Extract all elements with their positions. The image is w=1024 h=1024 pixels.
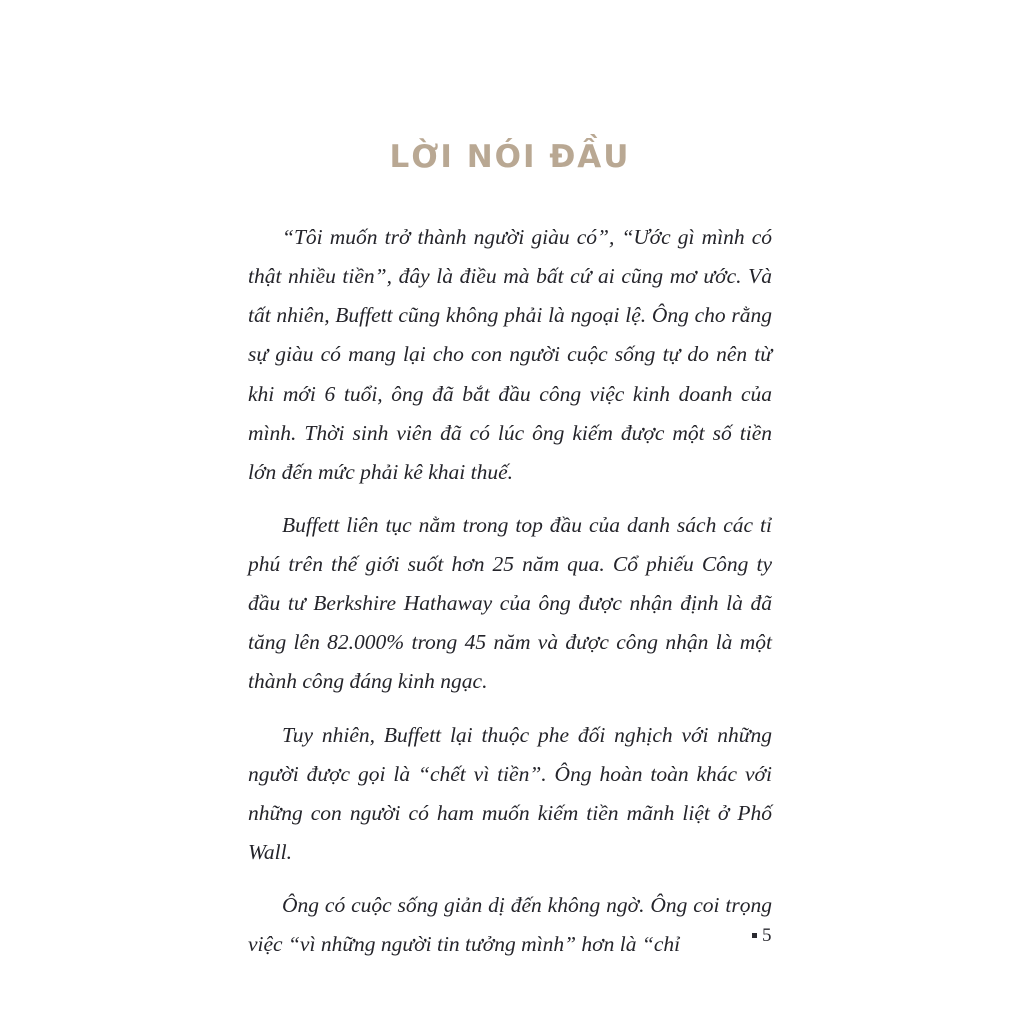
page-content [248,140,772,964]
body-paragraph: “Tôi muốn trở thành người giàu có”, “Ước gì mình có thật nhiều tiền”, đây là điều mà bất cứ ai cũng mơ ước. Và tất nhiên, Buffett cũng không phải là ngoại lệ. Ông cho rằng sự giàu có mang lại cho con người cuộc sống tự do nên từ khi mới 6 tuổi, ông đã bắt đầu công việc kinh doanh của mình. Thời sinh viên đã có lúc ông kiếm được một số tiền lớn đến mức phải kê khai thuế. [248,225,772,484]
body-paragraph: Buffett liên tục nằm trong top đầu của danh sách các tỉ phú trên thế giới suốt hơn 25 năm qua. Cổ phiếu Công ty đầu tư Berkshire Hathaway của ông được nhận định là đã tăng lên 82.000% trong 45 năm và được công nhận là một thành công đáng kinh ngạc. [248,512,772,694]
page-title: LỜI NÓI ĐẦU [389,139,631,175]
square-bullet-icon [752,933,757,938]
page-footer [248,925,772,947]
body-paragraph: Tuy nhiên, Buffett lại thuộc phe đối nghịch với những người được gọi là “chết vì tiền”. Ông hoàn toàn khác với những con người có ham muốn kiếm tiền mãnh liệt ở Phố Wall. [248,722,772,864]
page-number: 5 [762,925,772,946]
body-paragraph: Ông có cuộc sống giản dị đến không ngờ. Ông coi trọng việc “vì những người tin tưởng mình” hơn là “chỉ [248,893,772,957]
